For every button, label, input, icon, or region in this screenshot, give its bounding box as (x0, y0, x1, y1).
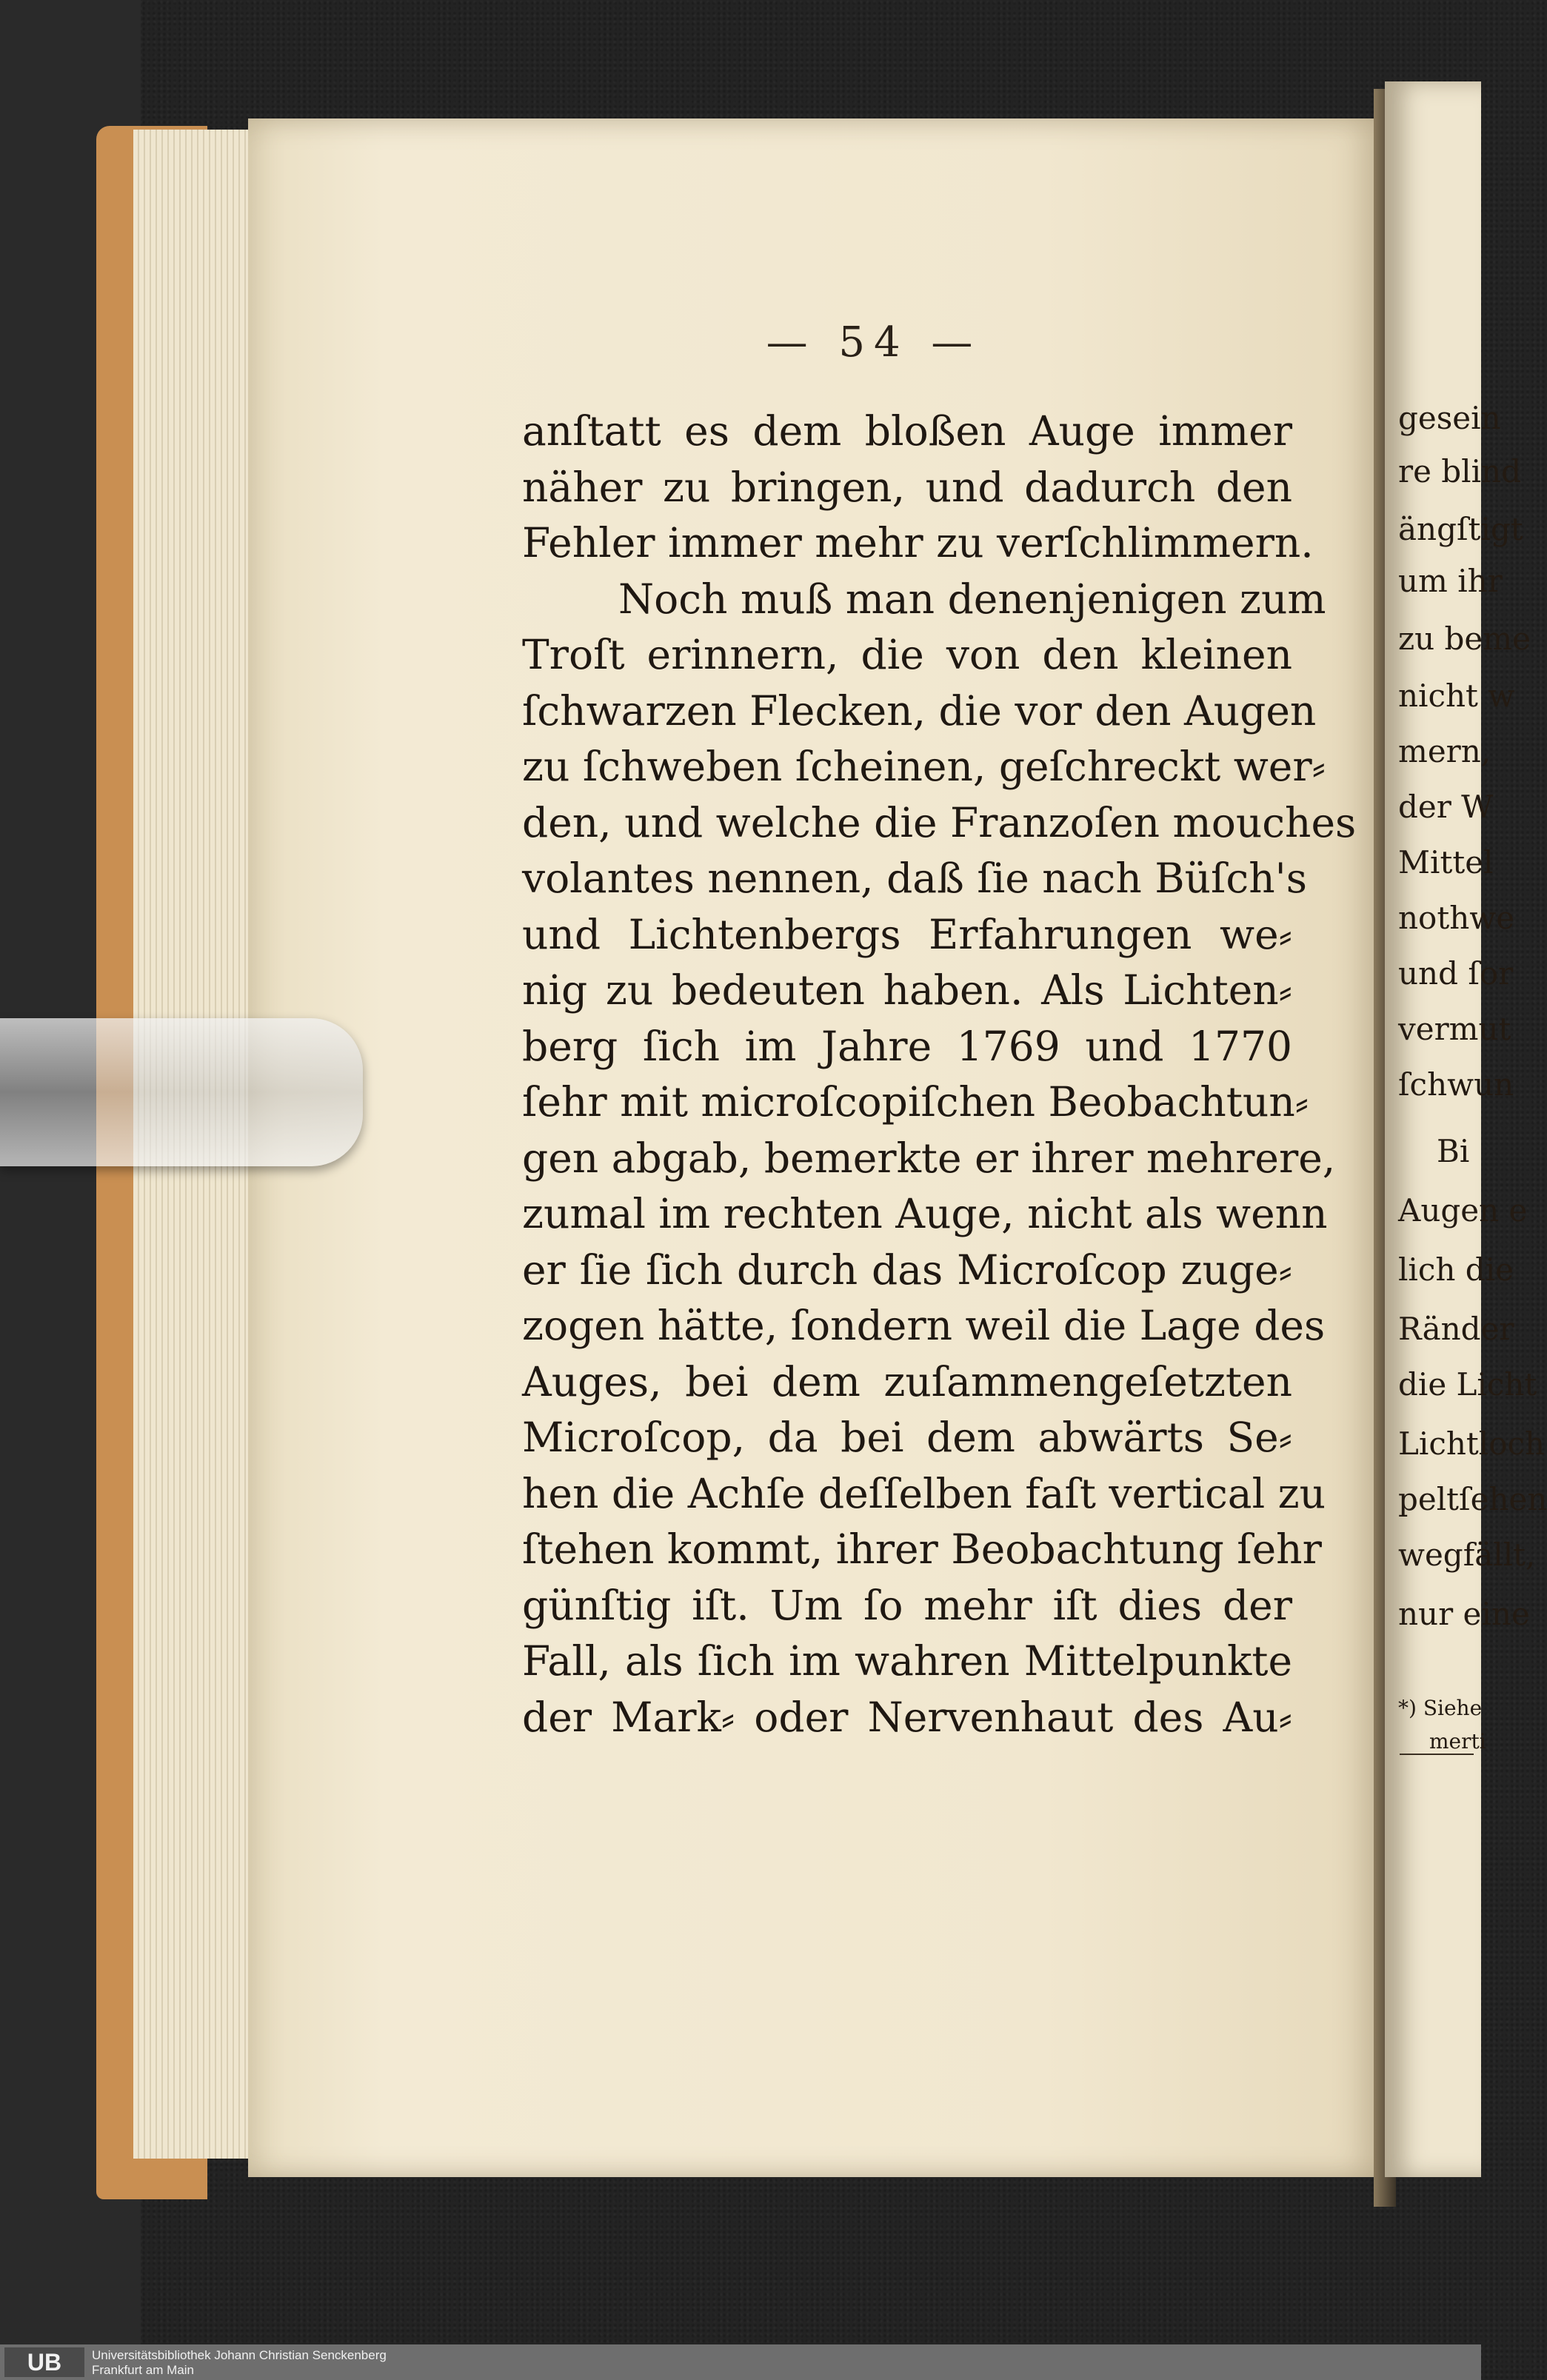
text-line: anſtatt es dem bloßen Auge immer (522, 407, 1292, 455)
facing-page-line: nicht w (1398, 678, 1515, 714)
facing-page-line: ängſtigt (1398, 511, 1523, 547)
facing-page-line: Lichtloch (1398, 1425, 1546, 1462)
facing-page-line: gesein (1398, 400, 1501, 436)
text-line: ſchwarzen Flecken, die vor den Augen (522, 686, 1317, 735)
text-line: berg ſich im Jahre 1769 und 1770 (522, 1022, 1292, 1070)
facing-page-line: nothwe (1398, 900, 1515, 936)
facing-page-line: zu beme (1398, 621, 1531, 657)
facing-page-line: mern, (1398, 733, 1491, 769)
facing-page-line: um ihr (1398, 563, 1503, 599)
library-location: Frankfurt am Main (92, 2363, 194, 2377)
text-line: ſehr mit microſcopiſchen Beobachtun⸗ (522, 1078, 1309, 1126)
facing-page-line: Mittel (1398, 844, 1494, 880)
text-line: günſtig iſt. Um ſo mehr iſt dies der (522, 1581, 1292, 1629)
text-line: Fehler immer mehr zu verſchlimmern. (522, 519, 1314, 566)
text-line: er ſie ſich durch das Microſcop zuge⸗ (522, 1246, 1292, 1294)
text-line: zu ſchweben ſcheinen, geſchreckt wer⸗ (522, 743, 1326, 790)
facing-page-line: lich die (1398, 1251, 1514, 1288)
page-number: — 54 — (766, 318, 982, 367)
text-line: Noch muß man denenjenigen zum (618, 575, 1326, 623)
text-line: Troſt erinnern, die von den kleinen (522, 631, 1292, 678)
facing-page-line: Ränder (1398, 1311, 1514, 1347)
text-line: Auges, bei dem zuſammengeſetzten (522, 1357, 1292, 1405)
text-line: gen abgab, bemerkte er ihrer mehrere, (522, 1134, 1336, 1182)
text-line: ſtehen kommt, ihrer Beobachtung ſehr (522, 1525, 1322, 1573)
facing-page-line: die Licht (1398, 1366, 1537, 1403)
facing-page-footnote: *) Siehe (1398, 1696, 1483, 1720)
text-line: näher zu bringen, und dadurch den (522, 463, 1292, 511)
text-line: zumal im rechten Auge, nicht als wenn (522, 1190, 1328, 1237)
text-line: der Mark⸗ oder Nervenhaut des Au⸗ (522, 1693, 1292, 1741)
text-line: den, und welche die Franzoſen mouches (522, 798, 1357, 846)
ub-logo: UB (4, 2347, 84, 2377)
text-line: nig zu bedeuten haben. Als Lichten⸗ (522, 966, 1292, 1014)
text-line: Fall, als ſich im wahren Mittelpunkte (522, 1637, 1292, 1685)
facing-page-line: re blind (1398, 453, 1521, 489)
page-holder-clip (0, 1018, 363, 1166)
facing-page-line: ſchwun (1398, 1066, 1514, 1103)
facing-page-line: Bi (1437, 1133, 1470, 1169)
facing-page-line: Augen e (1398, 1192, 1528, 1229)
facing-page-line: vermut (1398, 1011, 1511, 1047)
text-line: volantes nennen, daß ſie nach Büſch's (522, 855, 1307, 902)
facing-page-line: nur eine (1398, 1596, 1530, 1632)
text-line: und Lichtenbergs Erfahrungen we⸗ (522, 910, 1292, 958)
facing-page-line: wegfällt, (1398, 1537, 1536, 1573)
facing-page-line: der W (1398, 789, 1494, 825)
text-line: Microſcop, da bei dem abwärts Se⸗ (522, 1414, 1292, 1461)
facing-page-footnote: merti (1429, 1729, 1486, 1754)
footnote-rule (1400, 1754, 1474, 1755)
facing-page-fragment (1385, 81, 1547, 2177)
facing-page-line: und ſor (1398, 955, 1514, 992)
text-line: zogen hätte, ſondern weil die Lage des (522, 1302, 1326, 1349)
text-line: hen die Achſe deſſelben faſt vertical zu (522, 1469, 1326, 1517)
page-text-block (522, 404, 1357, 1745)
library-name: Universitätsbibliothek Johann Christian Senckenberg (92, 2348, 387, 2362)
facing-page-line: peltſehen (1398, 1481, 1547, 1517)
